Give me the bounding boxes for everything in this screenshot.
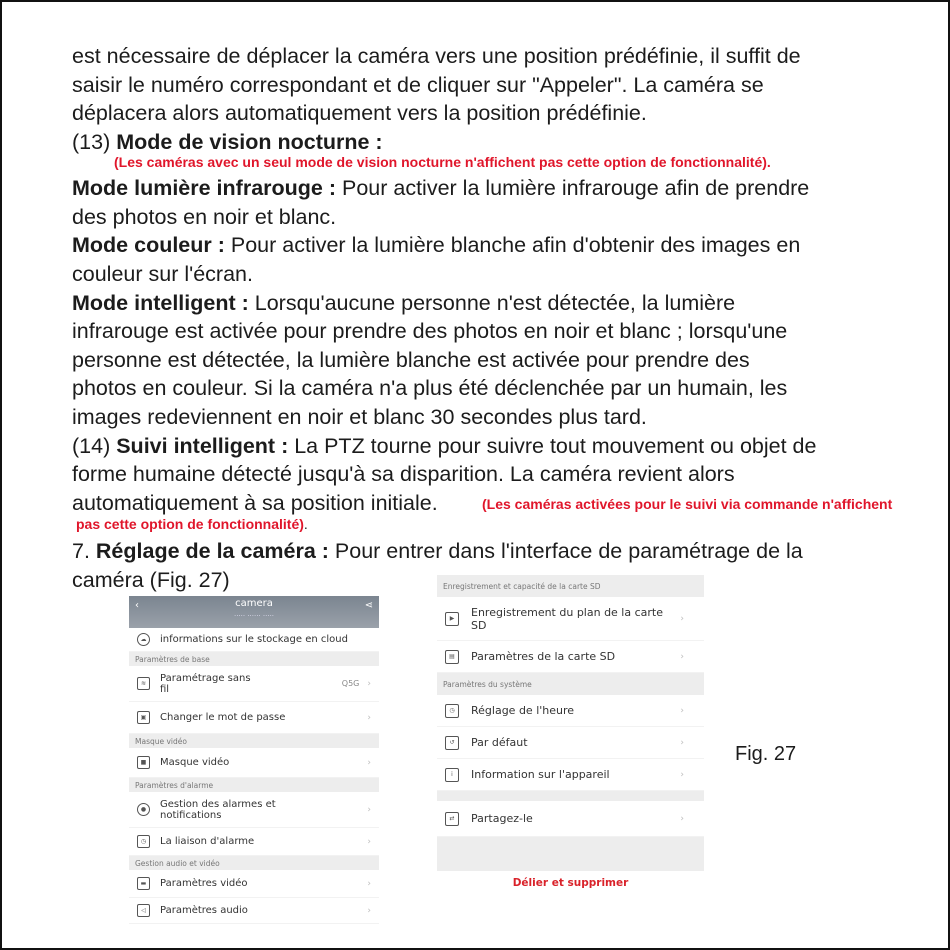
section-system: Paramètres du système: [437, 673, 704, 695]
chevron-right-icon: ›: [367, 678, 371, 689]
row-label: Masque vidéo: [160, 757, 230, 768]
camera-settings-screenshot-right: [437, 575, 704, 905]
wifi-icon: ≋: [137, 677, 150, 690]
paragraph-line: automatiquement à sa position initiale.: [72, 491, 438, 515]
share-icon[interactable]: ⋖: [364, 600, 373, 611]
chevron-right-icon: ›: [680, 651, 684, 662]
row-label: Paramètres vidéo: [160, 878, 248, 889]
item-14-note: [76, 516, 308, 532]
item-number: 7.: [72, 539, 96, 563]
paragraph-line: infrarouge est activée pour prendre des photos en noir et blanc ; lorsqu'une: [72, 319, 788, 343]
item-text: La PTZ tourne pour suivre tout mouvement ou objet de: [288, 434, 817, 458]
time-settings[interactable]: [437, 695, 704, 727]
section-recording: Enregistrement et capacité de la carte SD: [437, 575, 704, 597]
alarm-link-icon: ◷: [137, 835, 150, 848]
clock-icon: ◷: [445, 704, 459, 718]
section-audio-video: Gestion audio et vidéo: [129, 856, 379, 870]
chevron-right-icon: ›: [680, 813, 684, 824]
info-icon: i: [445, 768, 459, 782]
row-label: La liaison d'alarme: [160, 836, 255, 847]
chevron-right-icon: ›: [367, 757, 371, 768]
section-alarm: Paramètres d'alarme: [129, 778, 379, 792]
divider: [437, 837, 704, 871]
wifi-settings[interactable]: [129, 666, 379, 702]
mode-title: Mode lumière infrarouge :: [72, 176, 337, 200]
alarm-link[interactable]: [129, 828, 379, 856]
item-14-note: (Les caméras activées pour le suivi via commande n'affichent: [482, 496, 893, 512]
cloud-storage-info[interactable]: [129, 628, 379, 652]
divider: [437, 791, 704, 801]
chevron-right-icon: ›: [367, 712, 371, 723]
default-settings[interactable]: [437, 727, 704, 759]
cloud-icon: ☁: [137, 633, 150, 646]
chevron-right-icon: ›: [367, 836, 371, 847]
item-title: Suivi intelligent :: [116, 434, 289, 458]
mode-text: Lorsqu'aucune personne n'est détectée, la lumière: [248, 291, 736, 315]
device-info[interactable]: [437, 759, 704, 791]
video-settings[interactable]: [129, 870, 379, 898]
camera-subtitle: ····· ······ ·····: [233, 612, 275, 620]
camera-title: camera: [235, 598, 273, 609]
paragraph-line: photos en couleur. Si la caméra n'a plus été déclenchée par un humain, les: [72, 376, 788, 400]
item-14-heading: [72, 432, 816, 461]
paragraph-line: déplacera alors automatiquement vers la position prédéfinie.: [72, 101, 647, 125]
audio-icon: ◁: [137, 904, 150, 917]
sd-recording-plan[interactable]: [437, 597, 704, 641]
share-icon: ⇄: [445, 812, 459, 826]
row-label: Paramètres audio: [160, 905, 248, 916]
chevron-right-icon: ›: [367, 878, 371, 889]
row-label: Partagez-le: [471, 812, 533, 825]
row-label: Enregistrement du plan de la carte SD: [471, 605, 663, 632]
sd-card-settings[interactable]: [437, 641, 704, 673]
item-text: Pour entrer dans l'interface de paramétrage de la: [328, 539, 803, 563]
row-label: Information sur l'appareil: [471, 768, 610, 781]
camera-settings-screenshot-left: [129, 596, 379, 941]
wifi-value: Q5G: [341, 679, 360, 688]
lock-icon: ▣: [137, 711, 150, 724]
unbind-delete-button[interactable]: Délier et supprimer: [512, 877, 629, 889]
row-label: Paramétrage sans fil: [160, 672, 251, 695]
sd-card-icon: ▤: [445, 650, 459, 664]
item-number: (14): [72, 434, 117, 458]
chevron-right-icon: ›: [680, 737, 684, 748]
camera-header: [129, 596, 379, 628]
item-7-heading: [72, 537, 803, 566]
paragraph-line: des photos en noir et blanc.: [72, 205, 337, 229]
smart-mode: [72, 289, 735, 318]
note-text: pas cette option de fonctionnalité): [76, 516, 304, 532]
mode-title: Mode couleur :: [72, 233, 225, 257]
paragraph-line: forme humaine détecté jusqu'à sa disparition. La caméra revient alors: [72, 462, 735, 486]
video-icon: ▬: [137, 877, 150, 890]
reset-icon: ↺: [445, 736, 459, 750]
mode-text: Pour activer la lumière blanche afin d'obtenir des images en: [224, 233, 801, 257]
item-13-heading: [72, 128, 383, 157]
figure-label: Fig. 27: [735, 743, 797, 765]
chevron-right-icon: ›: [680, 769, 684, 780]
mode-text: Pour activer la lumière infrarouge afin de prendre: [336, 176, 810, 200]
change-password[interactable]: [129, 702, 379, 734]
row-label: Par défaut: [471, 736, 528, 749]
row-label: Réglage de l'heure: [471, 704, 575, 717]
paragraph-line: caméra (Fig. 27): [72, 568, 230, 592]
item-title: Mode de vision nocturne :: [116, 130, 383, 154]
chevron-right-icon: ›: [680, 613, 684, 624]
row-label: Changer le mot de passe: [160, 712, 286, 723]
paragraph-line: est nécessaire de déplacer la caméra vers une position prédéfinie, il suffit de: [72, 44, 801, 68]
mode-title: Mode intelligent :: [72, 291, 249, 315]
chevron-right-icon: ›: [680, 705, 684, 716]
infrared-mode: [72, 174, 809, 203]
item-title: Réglage de la caméra :: [95, 539, 329, 563]
paragraph-line: saisir le numéro correspondant et de cliquer sur "Appeler". La caméra se: [72, 73, 764, 97]
video-mask[interactable]: [129, 748, 379, 778]
section-mask: Masque vidéo: [129, 734, 379, 748]
row-label: Paramètres de la carte SD: [471, 650, 616, 663]
section-basic: Paramètres de base: [129, 652, 379, 666]
audio-settings[interactable]: [129, 898, 379, 924]
alarm-management[interactable]: [129, 792, 379, 828]
paragraph-line: couleur sur l'écran.: [72, 262, 253, 286]
row-label: Gestion des alarmes et notifications: [160, 798, 276, 821]
chevron-right-icon: ›: [367, 905, 371, 916]
paragraph-line: personne est détectée, la lumière blanche est activée pour prendre des: [72, 348, 750, 372]
chevron-right-icon: ›: [367, 804, 371, 815]
back-icon[interactable]: ‹: [135, 600, 139, 611]
paragraph-line: images redeviennent en noir et blanc 30 secondes plus tard.: [72, 405, 647, 429]
note-period: .: [303, 516, 308, 532]
color-mode: [72, 231, 800, 260]
mask-icon: ■: [137, 756, 150, 769]
item-13-note: (Les caméras avec un seul mode de vision nocturne n'affichent pas cette option de fonctionnalité).: [114, 154, 771, 170]
alarm-icon: ●: [137, 803, 150, 816]
row-label: informations sur le stockage en cloud: [160, 634, 348, 645]
share-device[interactable]: [437, 801, 704, 837]
item-number: (13): [72, 130, 117, 154]
record-icon: ▶: [445, 612, 459, 626]
